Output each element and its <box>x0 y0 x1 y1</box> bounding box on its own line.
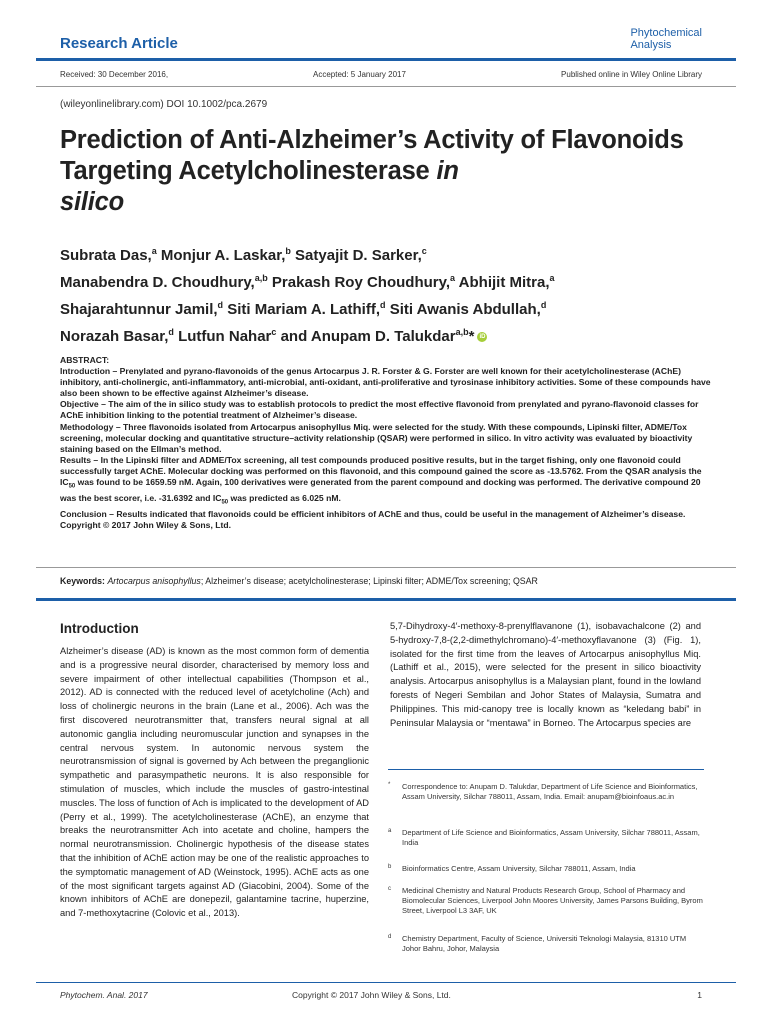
doi-line: (wileyonlinelibrary.com) DOI 10.1002/pca.2679 <box>60 99 268 110</box>
dates-rule <box>36 86 736 87</box>
intro-paragraph: Alzheimer’s disease (AD) is known as the most common form of dementia and is a progressive neural disorder, characterised by memory loss and severe impairment of other intellectual capabilities (Thompson et al., 2012). AD is connected with the reduced level of acetylcholine (Ach) and loss of cholinergic neurons in the brain (Lane et al., 2006). Ach was the first discovered neurotransmitter that, transfers neural signal at all autonomic ganglia including neuromuscular junction and synapses in the central nervous system. In autonomic nervous system the neurotransmission of signal is governed by Ach between the preganglionic sympathetic and parasympathetic neurons. It is also responsible for stimulation of muscles, which include the muscles of gastro-intestinal muscles. The loss of function of Ach is implicated to the development of AD (Perry et al., 1999). The acetylcholinesterase (AChE), an enzyme that breaks the neurotransmitter Ach into acetate and choline, hampers the normal neurotransmission. Cholinergic hypothesis of the disease states that the inhibition of AChE action may be one of the realistic approaches to the symptomatic management of AD (Weinstock, 1995). AChE acts as one of the most significant targets against AD (Giacobini, 2004). Some of the known inhibitors of AChE are donepezil, galantamine tacrine, huperzine, and 7-methoxytacrine (Colovic et al., 2013). <box>60 646 369 919</box>
footnote-affiliation-b: b Bioinformatics Centre, Assam University, Silchar 788011, Assam, India <box>388 864 636 873</box>
author: Shajarahtunnur Jamil,$^d$ <box>60 300 224 318</box>
author-list <box>60 240 730 348</box>
journal-logo <box>630 27 702 51</box>
received-date: Received: 30 December 2016, <box>60 70 169 79</box>
page-number: 1 <box>697 990 702 1000</box>
article-title: Prediction of Anti-Alzheimer’s Activity of Flavonoids Targeting Acetylcholinesterase in silico <box>60 126 684 216</box>
author: Abhijit Mitra,$^a$ <box>458 273 555 291</box>
footnote-correspondence: * Correspondence to: Anupam D. Talukdar, Department of Life Science and Bioinformatics, Assam University, Silchar 788011, Assam, India. Email: anupam@bioinfoaus.ac.in <box>388 782 698 802</box>
footnote-affiliation-c: c Medicinal Chemistry and Natural Products Research Group, School of Pharmacy and Biomolecular Sciences, Liverpool John Moores University, James Parsons Building, Byrom Street, Liverpool L3 3AF, UK <box>388 886 703 916</box>
author: Siti Awanis Abdullah,$^d$ <box>389 300 547 318</box>
abstract-methodology: Methodology – Three flavonoids isolated from Artocarpus anisophyllus Miq. were selected for the study. With these compounds, Lipinski filter, ADME/Tox screening, molecular docking and quantitative structure–activity relationship (QSAR) were performed in silico. In vitro activity was evaluated by bioactivity staining based on the Ellman’s method. <box>60 421 693 454</box>
author: Prakash Roy Choudhury,$^a$ <box>271 273 456 291</box>
accepted-date: Accepted: 5 January 2017 <box>313 70 406 79</box>
author: Satyajit D. Sarker,$^c$ <box>295 246 427 264</box>
orcid-icon[interactable]: iD <box>479 334 486 341</box>
author: Subrata Das,$^a$ <box>60 246 157 264</box>
abstract <box>60 355 715 531</box>
author: Monjur A. Laskar,$^b$ <box>160 246 291 264</box>
author: Lutfun Nahar$^c$ <box>178 327 277 345</box>
author: Siti Mariam A. Lathiff,$^d$ <box>227 300 386 318</box>
intro-left-column <box>60 645 369 921</box>
section-rule <box>36 598 736 601</box>
section-heading-introduction: Introduction <box>60 621 139 636</box>
abstract-introduction: Introduction – Prenylated and pyrano-flavonoids of the genus Artocarpus J. R. Forster & G. Forster are well known for their acetylcholinesterase (AChE) inhibitory, anti-cholinergic, anti-inflammatory, anti-microbial, anti-oxidant, anti-proliferative and tyrosinase inhibitory activities. Some of these compounds have also been shown to be effective against Alzheimer’s disease. <box>60 366 711 399</box>
journal-logo-line2: Analysis <box>630 39 672 51</box>
footer-journal: Phytochem. Anal. 2017 <box>60 990 148 1000</box>
keywords-rule <box>36 567 736 568</box>
published-online: Published online in Wiley Online Library <box>561 70 702 79</box>
intro-paragraph: 5,7-Dihydroxy-4′-methoxy-8-prenylflavanone (1), isobavachalcone (2) and 5-hydroxy-7,8-(2,2-dimethylchromano)-4′-methoxyflavanone (3) (Fig. 1), isolated for the first time from the leaves of Artocarpus anisophyllus Miq. (Lathiff et al., 2015), were selected for the present in silico bioactivity analysis. Artocarpus anisophyllus is a Malaysian plant, found in the lowland forests of Negeri Sembilan and Johor States of Malaysia, Sumatra and Philippines. This mid-canopy tree is locally known as “keledang babi” in Peninsular Malaysia or “mentawa” in Borneo. The Artocarpus species are <box>390 621 701 728</box>
abstract-conclusion: Conclusion – Results indicated that flavonoids could be efficient inhibitors of AChE and thus, could be useful in the management of Alzheimer’s disease. Copyright © 2017 John Wiley & Sons, Ltd. <box>60 508 686 530</box>
author: Manabendra D. Choudhury,$^{a,b}$ <box>60 273 268 291</box>
keywords: Keywords: Artocarpus anisophyllus; Alzheimer’s disease; acetylcholinesterase; Lipinski filter; ADME/Tox screening; QSAR <box>60 576 538 586</box>
footer-copyright: Copyright © 2017 John Wiley & Sons, Ltd. <box>292 990 451 1000</box>
abstract-objective: Objective – The aim of the in silico study was to establish protocols to predict the most effective flavonoid from prenylated and pyrano-flavonoid classes for AChE inhibition linking to the potential treatment of Alzheimer’s disease. <box>60 399 699 421</box>
author: and Anupam D. Talukdar$^{a,b}$* <box>280 327 475 345</box>
footer-rule <box>36 982 736 983</box>
abstract-label: ABSTRACT: <box>60 355 110 365</box>
journal-logo-line1: Phytochemical <box>630 27 702 39</box>
intro-right-column <box>390 620 701 730</box>
footnote-rule <box>388 769 704 770</box>
author: Norazah Basar,$^d$ <box>60 327 174 345</box>
footnote-affiliation-a: a Department of Life Science and Bioinformatics, Assam University, Silchar 788011, Assam, India <box>388 828 700 848</box>
header-rule <box>36 58 736 61</box>
abstract-results: Results – In the Lipinski filter and ADME/Tox screening, all test compounds produced positive results, but in the target fishing, only one flavonoid could successfully target AChE. Molecular docking was performed on this flavonoid, and this compound gained the score as -13.5762. From the QSAR analysis the $IC_{50}$ was found to be 1659.59 nM. Again, 100 derivatives were generated from the parent compound and docking was performed. The derivative compound 20 was the best scorer, i.e. -31.6392 and $IC_{50}$ was predicted as 6.025 nM. <box>60 454 702 506</box>
article-type: Research Article <box>60 35 178 52</box>
footnote-affiliation-d: d Chemistry Department, Faculty of Science, Universiti Teknologi Malaysia, 81310 UTM Johor Bahru, Johor, Malaysia <box>388 934 687 954</box>
